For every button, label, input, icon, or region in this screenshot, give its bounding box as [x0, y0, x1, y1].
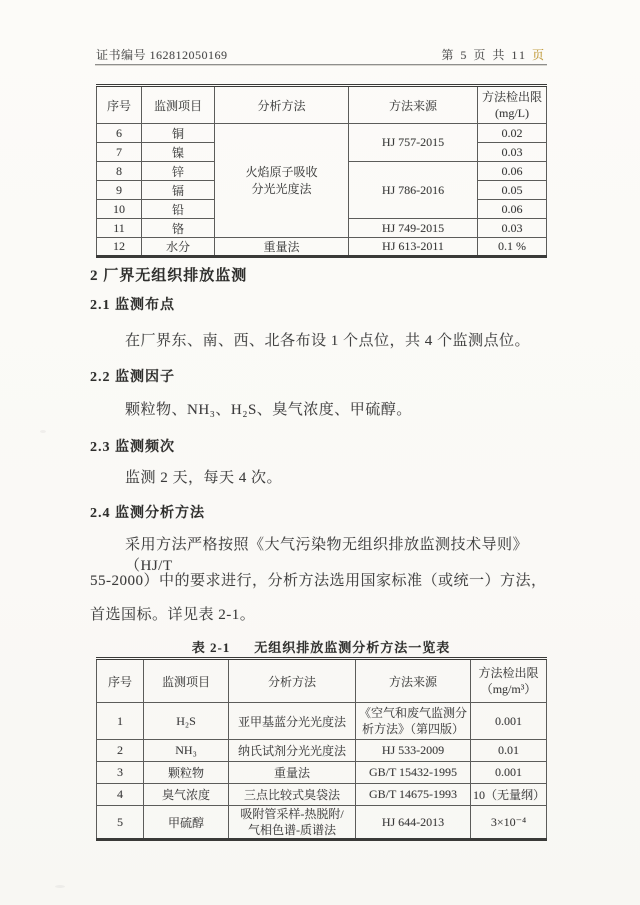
section-2-1-heading: 2.1 监测布点	[90, 298, 175, 313]
table2-header-source: 方法来源	[356, 659, 471, 703]
section-2-2-paragraph: 颗粒物、NH₃、H₂S、臭气浓度、甲硫醇。	[125, 402, 412, 418]
section-2-4-paragraph-line1: 采用方法严格按照《大气污染物无组织排放监测技术导则》（HJ/T	[125, 537, 529, 574]
header-rule	[95, 64, 547, 66]
certificate-number: 证书编号 162812050169	[96, 48, 228, 62]
page-number-highlighted-char: 页	[531, 48, 546, 62]
table-row: 8 锌 HJ 786-2016 0.06	[97, 162, 547, 181]
table1-source-row12: HJ 613-2011	[349, 238, 478, 257]
table-row: 3 颗粒物 重量法 GB/T 15432-1995 0.001	[97, 762, 547, 784]
water-methods-table	[96, 84, 547, 258]
table-row: 12 水分 重量法 HJ 613-2011 0.1 %	[97, 238, 547, 257]
section-2-2-heading: 2.2 监测因子	[90, 370, 175, 385]
table-row: 2 NH₃ 纳氏试剂分光光度法 HJ 533-2009 0.01	[97, 740, 547, 762]
table-row: 5 甲硫醇 吸附管采样-热脱附/ 气相色谱-质谱法 HJ 644-2013 3×10⁻⁴	[97, 806, 547, 840]
fugitive-emission-methods-table	[96, 657, 547, 841]
table1-header-method: 分析方法	[215, 86, 349, 124]
scan-artifact	[55, 885, 65, 888]
page-number-text: 第 5 页 共 11	[441, 48, 527, 62]
table2-header-item: 监测项目	[144, 659, 229, 703]
table1-merged-method-cell: 火焰原子吸收 分光光度法	[215, 124, 349, 238]
table-row: 4 臭气浓度 三点比较式臭袋法 GB/T 14675-1993 10（无量纲）	[97, 784, 547, 806]
table-row: 6 铜 火焰原子吸收 分光光度法 HJ 757-2015 0.02	[97, 124, 547, 143]
scan-artifact	[40, 430, 46, 433]
section-2-3-heading: 2.3 监测频次	[90, 440, 175, 455]
section-2-3-paragraph: 监测 2 天，每天 4 次。	[125, 470, 283, 486]
table2-caption	[96, 637, 546, 656]
page-number	[441, 46, 546, 63]
table-row: 1 H₂S 亚甲基蓝分光光度法 《空气和废气监测分 析方法》（第四版） 0.001	[97, 703, 547, 740]
table2-caption-label: 表 2-1	[191, 640, 231, 655]
table1-header-limit: 方法检出限 (mg/L)	[478, 86, 547, 124]
table-row: 11 铬 HJ 749-2015 0.03	[97, 219, 547, 238]
table1-source-rows6-7: HJ 757-2015	[349, 124, 478, 162]
table-row: 9 镉 0.05	[97, 181, 547, 200]
table2-source-row1: 《空气和废气监测分 析方法》（第四版）	[356, 703, 471, 740]
table2-header-row	[97, 659, 547, 703]
section-2-1-paragraph: 在厂界东、南、西、北各布设 1 个点位，共 4 个监测点位。	[125, 333, 531, 349]
section-2-4-paragraph-line3: 首选国标。详见表 2-1。	[90, 607, 256, 623]
table1-header-source: 方法来源	[349, 86, 478, 124]
table1-header-item: 监测项目	[142, 86, 215, 124]
table2-header-method: 分析方法	[229, 659, 356, 703]
section-2-4-heading: 2.4 监测分析方法	[90, 506, 205, 521]
table1-source-row11: HJ 749-2015	[349, 219, 478, 238]
table1-header-row	[97, 86, 547, 124]
table2-caption-title: 无组织排放监测分析方法一览表	[254, 640, 451, 655]
table-row: 10 铅 0.06	[97, 200, 547, 219]
table1-source-rows8-10: HJ 786-2016	[349, 162, 478, 219]
table2-header-no: 序号	[97, 659, 144, 703]
section-2-4-paragraph-line2: 55-2000）中的要求进行，分析方法选用国家标准（或统一）方法，	[90, 573, 547, 589]
table2-header-limit: 方法检出限 （mg/m³）	[471, 659, 547, 703]
table1-method-row12: 重量法	[215, 238, 349, 257]
table1-header-no: 序号	[97, 86, 142, 124]
table-row: 7 镍 0.03	[97, 143, 547, 162]
table2-method-row5: 吸附管采样-热脱附/ 气相色谱-质谱法	[229, 806, 356, 840]
section-2-heading: 2 厂界无组织排放监测	[90, 268, 248, 284]
